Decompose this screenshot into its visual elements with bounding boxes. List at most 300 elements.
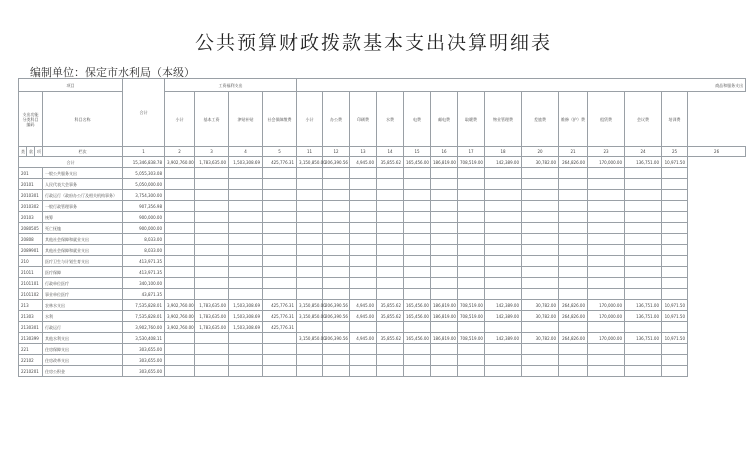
row-value [662, 267, 688, 278]
row-value [522, 190, 559, 201]
row-value [662, 245, 688, 256]
row-value [297, 344, 323, 355]
header-goods-col: 租赁费 [588, 92, 625, 147]
row-value [404, 289, 431, 300]
row-value [263, 289, 297, 300]
row-name: 行政运行（政府办公厅及相关机构事务） [43, 190, 123, 201]
table-row [19, 366, 746, 377]
row-value: 1,783,635.00 [195, 300, 229, 311]
row-value [165, 256, 195, 267]
header-goods-col: 取暖费 [458, 92, 485, 147]
row-value: 206,390.56 [323, 333, 350, 344]
row-value [458, 212, 485, 223]
row-value [377, 190, 404, 201]
row-value [377, 322, 404, 333]
row-value [165, 333, 195, 344]
row-name: 一般行政管理事务 [43, 201, 123, 212]
row-value [404, 366, 431, 377]
row-value [377, 256, 404, 267]
row-value [485, 201, 522, 212]
table-row [19, 168, 746, 179]
row-value [165, 190, 195, 201]
row-value [458, 256, 485, 267]
row-value [377, 366, 404, 377]
header-goods-col: 培训费 [662, 92, 688, 147]
row-value [625, 234, 662, 245]
row-value [522, 179, 559, 190]
row-name: 医疗卫生与计划生育支出 [43, 256, 123, 267]
row-value: 30,782.00 [522, 311, 559, 322]
row-value [588, 256, 625, 267]
row-value [431, 256, 458, 267]
row-code: 2130399 [19, 333, 43, 344]
row-value [323, 234, 350, 245]
class-label: 类 [19, 147, 27, 157]
row-value [662, 212, 688, 223]
row-value: 708,519.00 [458, 300, 485, 311]
row-value [485, 289, 522, 300]
row-value [458, 201, 485, 212]
row-value [297, 322, 323, 333]
row-value [350, 278, 377, 289]
row-value [625, 322, 662, 333]
row-value [195, 366, 229, 377]
row-value [588, 267, 625, 278]
row-value [662, 344, 688, 355]
row-value: 206,390.56 [323, 300, 350, 311]
row-code: 21011 [19, 267, 43, 278]
row-value: 425,776.31 [263, 300, 297, 311]
row-value [404, 344, 431, 355]
row-value [263, 190, 297, 201]
row-value [165, 234, 195, 245]
row-value [662, 366, 688, 377]
header-goods-col: 会议费 [625, 92, 662, 147]
row-value: 264,826.00 [559, 311, 588, 322]
row-value [485, 179, 522, 190]
row-value: 170,000.00 [588, 300, 625, 311]
column-index: 25 [662, 147, 688, 157]
header-goods-col: 差旅费 [522, 92, 559, 147]
column-index: 21 [559, 147, 588, 157]
row-value [165, 289, 195, 300]
row-value [458, 322, 485, 333]
row-value [522, 278, 559, 289]
total-value: 165,456.00 [404, 157, 431, 168]
total-value: 30,782.00 [522, 157, 559, 168]
table-row [19, 190, 746, 201]
total-value: 170,000.00 [588, 157, 625, 168]
row-value [323, 267, 350, 278]
total-value: 206,390.56 [323, 157, 350, 168]
row-value [431, 212, 458, 223]
table-row [19, 333, 746, 344]
row-value [195, 256, 229, 267]
row-value [485, 168, 522, 179]
table-row [19, 344, 746, 355]
row-value [662, 278, 688, 289]
row-value [350, 201, 377, 212]
row-value [588, 201, 625, 212]
row-value [165, 267, 195, 278]
row-value [195, 223, 229, 234]
row-value [522, 234, 559, 245]
row-value: 43,871.35 [123, 289, 165, 300]
row-value [559, 245, 588, 256]
header-item: 项目 [19, 79, 123, 92]
row-name: 统筹 [43, 212, 123, 223]
row-code: 20808 [19, 234, 43, 245]
total-value: 136,751.00 [625, 157, 662, 168]
row-value [323, 289, 350, 300]
row-name: 住房公积金 [43, 366, 123, 377]
row-value [377, 344, 404, 355]
row-value [195, 289, 229, 300]
row-name: 住房保障支出 [43, 344, 123, 355]
column-index: 13 [350, 147, 377, 157]
header-goods-col: 维修（护）费 [559, 92, 588, 147]
row-value [323, 344, 350, 355]
row-value [559, 355, 588, 366]
row-value [485, 322, 522, 333]
row-value [229, 355, 263, 366]
row-value: 303,655.00 [123, 366, 165, 377]
row-value: 1,503,308.69 [229, 300, 263, 311]
row-value [229, 256, 263, 267]
column-index: 3 [195, 147, 229, 157]
row-name: 水利 [43, 311, 123, 322]
row-code: 2010301 [19, 190, 43, 201]
row-code: 2130301 [19, 322, 43, 333]
column-index: 20 [522, 147, 559, 157]
row-value [263, 212, 297, 223]
row-value [588, 322, 625, 333]
row-value [229, 278, 263, 289]
row-value: 3,902,760.00 [165, 300, 195, 311]
row-code: 21303 [19, 311, 43, 322]
row-value [297, 179, 323, 190]
row-value [662, 322, 688, 333]
row-value [458, 289, 485, 300]
row-value [297, 267, 323, 278]
row-value [297, 278, 323, 289]
row-value: 5,050,000.00 [123, 179, 165, 190]
row-value [522, 212, 559, 223]
header-goods-col: 电费 [404, 92, 431, 147]
row-value [625, 289, 662, 300]
expenditure-table-container [18, 78, 744, 440]
row-name: 其他社会保障和就业支出 [43, 234, 123, 245]
row-value: 708,519.00 [458, 333, 485, 344]
row-value [263, 256, 297, 267]
row-value: 4,945.00 [350, 311, 377, 322]
row-value: 3,902,760.00 [165, 311, 195, 322]
header-personnel-col: 小计 [165, 92, 195, 147]
row-value [522, 201, 559, 212]
row-value [165, 278, 195, 289]
row-value [350, 190, 377, 201]
row-value: 3,150,850.00 [297, 333, 323, 344]
row-value [350, 179, 377, 190]
row-value [485, 190, 522, 201]
row-value [404, 168, 431, 179]
row-value [404, 322, 431, 333]
row-value [662, 168, 688, 179]
row-value [377, 289, 404, 300]
row-value [588, 289, 625, 300]
row-value [229, 289, 263, 300]
row-value [350, 289, 377, 300]
row-code: 22102 [19, 355, 43, 366]
row-value [431, 289, 458, 300]
header-personnel-col: 基本工资 [195, 92, 229, 147]
row-value: 8,033.00 [123, 234, 165, 245]
row-value [522, 322, 559, 333]
header-personnel-col: 社会保障缴费 [263, 92, 297, 147]
row-value [195, 168, 229, 179]
row-value [229, 223, 263, 234]
row-value [431, 366, 458, 377]
row-value [323, 168, 350, 179]
row-value [323, 201, 350, 212]
column-index: 5 [263, 147, 297, 157]
row-value [323, 322, 350, 333]
row-value: 136,751.00 [625, 333, 662, 344]
row-value: 186,819.00 [431, 300, 458, 311]
row-value: 3,530,408.11 [123, 333, 165, 344]
row-value [625, 267, 662, 278]
row-value: 3,902,760.00 [123, 322, 165, 333]
row-value: 1,503,308.69 [229, 311, 263, 322]
row-value [263, 355, 297, 366]
row-value [165, 355, 195, 366]
row-value: 186,819.00 [431, 311, 458, 322]
row-value [522, 245, 559, 256]
table-row [19, 289, 746, 300]
row-value: 900,000.00 [123, 212, 165, 223]
row-value: 303,655.00 [123, 355, 165, 366]
column-index: 15 [404, 147, 431, 157]
row-value: 136,751.00 [625, 311, 662, 322]
row-value: 708,519.00 [458, 311, 485, 322]
row-value [297, 168, 323, 179]
row-value [458, 245, 485, 256]
row-value: 35,855.62 [377, 333, 404, 344]
row-value [431, 190, 458, 201]
row-value: 7,535,828.01 [123, 300, 165, 311]
row-code: 221 [19, 344, 43, 355]
row-value: 142,389.00 [485, 333, 522, 344]
row-value [323, 256, 350, 267]
row-value [522, 366, 559, 377]
row-value [165, 201, 195, 212]
table-row [19, 278, 746, 289]
row-value: 264,826.00 [559, 333, 588, 344]
total-value: 142,389.00 [485, 157, 522, 168]
row-name: 农林水支出 [43, 300, 123, 311]
row-value [625, 212, 662, 223]
row-code: 2089901 [19, 245, 43, 256]
row-value: 165,456.00 [404, 311, 431, 322]
reporting-unit: 编制单位：保定市水利局（本级） [30, 66, 195, 79]
row-value [404, 223, 431, 234]
header-personnel-col: 津贴补贴 [229, 92, 263, 147]
row-value [263, 267, 297, 278]
row-value [458, 190, 485, 201]
row-value [559, 256, 588, 267]
row-value [297, 256, 323, 267]
row-value [404, 201, 431, 212]
row-value [559, 322, 588, 333]
row-value [195, 212, 229, 223]
row-value [377, 278, 404, 289]
row-value [350, 168, 377, 179]
row-value [323, 366, 350, 377]
row-value [625, 256, 662, 267]
table-row [19, 311, 746, 322]
row-value: 142,389.00 [485, 311, 522, 322]
header-goods-col: 办公费 [323, 92, 350, 147]
total-value: 15,346,838.78 [123, 157, 165, 168]
header-personnel-group: 工资福利支出 [165, 79, 297, 92]
row-value: 3,902,760.00 [165, 322, 195, 333]
row-value [229, 168, 263, 179]
row-value [377, 168, 404, 179]
row-value [662, 179, 688, 190]
row-value [195, 190, 229, 201]
row-value [431, 168, 458, 179]
row-value [297, 201, 323, 212]
row-value: 3,150,850.00 [297, 300, 323, 311]
row-value [229, 344, 263, 355]
row-value [377, 179, 404, 190]
row-value [377, 212, 404, 223]
row-code: 2080505 [19, 223, 43, 234]
row-value [485, 366, 522, 377]
row-value [625, 179, 662, 190]
header-goods-col: 物业管理费 [485, 92, 522, 147]
row-value [431, 355, 458, 366]
row-value [297, 289, 323, 300]
row-value [350, 234, 377, 245]
row-value: 1,783,635.00 [195, 322, 229, 333]
row-value: 186,819.00 [431, 333, 458, 344]
row-name: 死亡抚恤 [43, 223, 123, 234]
row-value [404, 278, 431, 289]
row-value [458, 344, 485, 355]
row-value [263, 344, 297, 355]
row-value [559, 289, 588, 300]
row-value [431, 245, 458, 256]
row-value: 264,826.00 [559, 300, 588, 311]
row-value [404, 179, 431, 190]
table-row [19, 223, 746, 234]
total-value: 3,902,760.00 [165, 157, 195, 168]
row-value [559, 212, 588, 223]
row-value [377, 234, 404, 245]
row-value [323, 179, 350, 190]
row-value [485, 223, 522, 234]
row-value [229, 366, 263, 377]
row-value [458, 223, 485, 234]
row-value [559, 344, 588, 355]
row-value [263, 278, 297, 289]
row-value: 303,655.00 [123, 344, 165, 355]
row-value [625, 245, 662, 256]
row-value: 340,100.00 [123, 278, 165, 289]
row-name: 一般公共服务支出 [43, 168, 123, 179]
report-title: 公共预算财政拨款基本支出决算明细表 [194, 32, 552, 54]
row-value [195, 344, 229, 355]
row-value [263, 366, 297, 377]
total-value: 1,503,308.69 [229, 157, 263, 168]
row-value [559, 267, 588, 278]
total-value: 35,855.62 [377, 157, 404, 168]
row-value: 1,783,635.00 [195, 311, 229, 322]
column-index: 4 [229, 147, 263, 157]
row-code: 210 [19, 256, 43, 267]
column-index: 17 [458, 147, 485, 157]
row-value [377, 201, 404, 212]
row-value [485, 267, 522, 278]
row-value [485, 355, 522, 366]
row-value [297, 366, 323, 377]
row-value [431, 344, 458, 355]
row-name: 其他水利支出 [43, 333, 123, 344]
row-value [323, 278, 350, 289]
row-value [559, 190, 588, 201]
row-value [431, 179, 458, 190]
row-value [404, 256, 431, 267]
total-value: 1,783,635.00 [195, 157, 229, 168]
row-value [404, 355, 431, 366]
row-name: 行政单位医疗 [43, 278, 123, 289]
row-value [195, 245, 229, 256]
column-index: 23 [588, 147, 625, 157]
row-value [588, 190, 625, 201]
row-value [662, 355, 688, 366]
row-value [485, 234, 522, 245]
row-value [588, 245, 625, 256]
row-value [588, 212, 625, 223]
row-value [195, 355, 229, 366]
row-value [559, 366, 588, 377]
row-value [588, 234, 625, 245]
row-value [229, 212, 263, 223]
row-value [165, 223, 195, 234]
row-value [165, 344, 195, 355]
row-code: 2210201 [19, 366, 43, 377]
row-value [165, 212, 195, 223]
row-value [195, 278, 229, 289]
table-row [19, 179, 746, 190]
row-value [350, 245, 377, 256]
row-value [485, 278, 522, 289]
row-value [263, 179, 297, 190]
row-value [263, 168, 297, 179]
row-value [662, 190, 688, 201]
row-value: 1,503,308.69 [229, 322, 263, 333]
row-value [559, 179, 588, 190]
row-value [559, 278, 588, 289]
row-value [350, 355, 377, 366]
row-name: 医疗保障 [43, 267, 123, 278]
row-value [625, 223, 662, 234]
row-value [588, 223, 625, 234]
column-index: 14 [377, 147, 404, 157]
row-value [377, 223, 404, 234]
row-value [625, 355, 662, 366]
